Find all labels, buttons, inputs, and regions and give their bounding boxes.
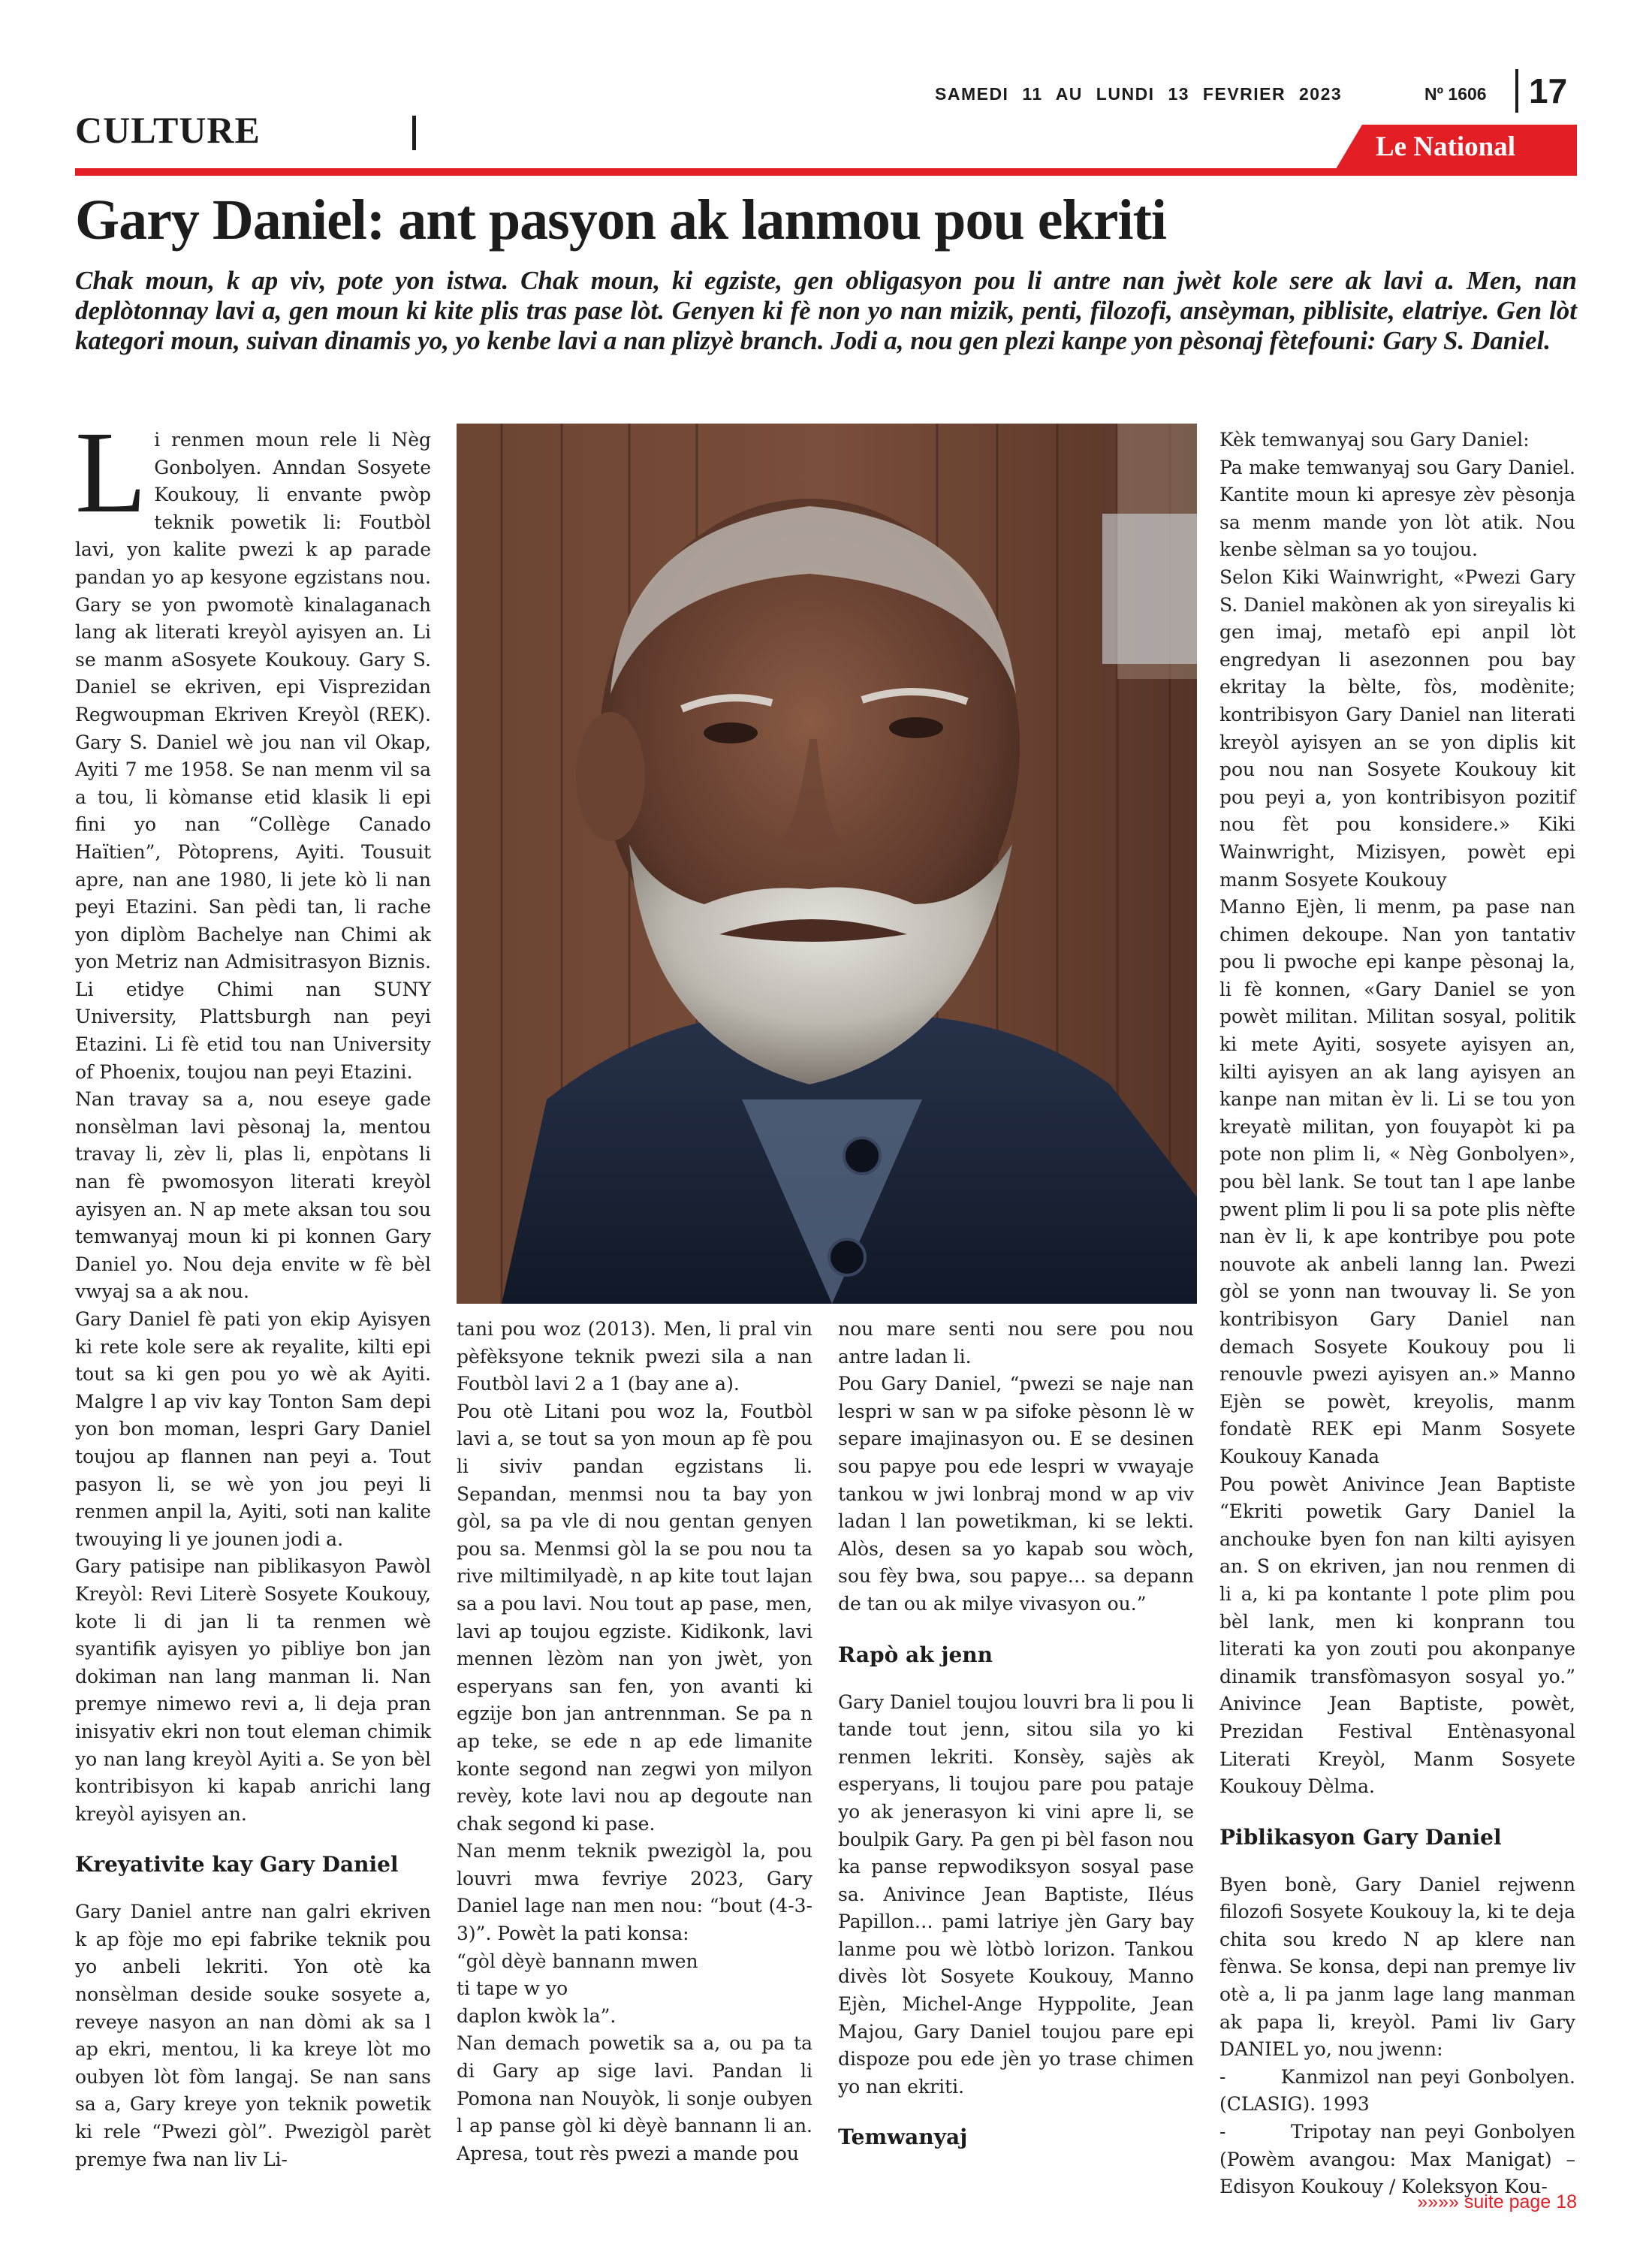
list-bullet: - [1219,2065,1226,2088]
article-column-3 [838,1316,1194,2171]
portrait-photo [457,424,1197,1304]
drop-cap: L [75,407,147,537]
poem-line: “gòl dèyè bannann mwen [457,1950,698,1972]
poem-line: daplon kwòk la”. [457,2004,616,2027]
subhead: Piblikasyon Gary Daniel [1219,1824,1502,1850]
list-item-text: Tripotay nan peyi Gonbolyen (Powèm avangou: Max Manigat) – Edisyon Koukouy / Koleksyon Kou- [1219,2121,1575,2198]
paragraph: Gary Daniel antre nan galri ekriven k ap fòje mo epi fabrike teknik pou yo anbeli lekriti. Yon otè ka nonsèlman deside souke sosyete a, reveye nasyon an nan dòmi ak sa l ap ekri, mentou, li ka kreye lòt mo oubyen lòt fòm langaj. Se nan sans sa a, Gary kreye yon teknik powetik ki rele “Pwezi gòl”. Pwezigòl parèt premye fwa nan liv Li- [75,1901,431,2170]
header-rule [75,168,1577,176]
portrait-illustration [457,424,1197,1304]
paragraph: Gary Daniel fè pati yon ekip Ayisyen ki rete kole sere ak reyalite, kilti epi tout sa ki gen pou yo wè ak Ayiti. Malgre l ap viv kay Tonton Sam depi yon bon moman, lespri Gary Daniel toujou ap flannen nan peyi a. Tout pasyon li, se wè yon jou peyi li renmen anpil la, Ayiti, soti nan kalite twouying li ye jounen jodi a. [75,1308,431,1550]
list-item [1219,2064,1575,2119]
paragraph: Pa make temwanyaj sou Gary Daniel. Kantite moun ki apresye zèv pèsonja sa menm mande yon lòt atik. Nou kenbe sèlman sa yo toujou. [1219,456,1575,561]
paragraph: Pou Gary Daniel, “pwezi se naje nan lespri w san w pa sifoke pèsonn lè w separe imajinasyon ou. E se desinen sou papye pou ede lespri w vwayaje tankou w jwi lonbraj mond w ap viv ladan l lan powetikman, ki se lekti. Alòs, desen sa yo kapab sou wòch, sou fèy bwa, sou papye… sa depann de tan ou ak milye vivasyon ou.” [838,1373,1194,1615]
paragraph: Kèk temwanyaj sou Gary Daniel: [1219,429,1530,451]
list-item [1219,2119,1575,2201]
issue-date: SAMEDI 11 AU LUNDI 13 FEVRIER 2023 [935,84,1343,104]
paragraph: Gary Daniel toujou louvri bra li pou li tande tout jenn, sitou sila yo ki renmen lekriti. Konsèy, sajès ak esperyans, li toujou pare pou pataje yo ak jenerasyon ki vini apre li, se boulpik Gary. Pa gen pi bèl fason nou ka panse repwodiksyon sosyal pase sa. Anivince Jean Baptiste, Iléus Papillon… pami latriye jèn Gary bay lanme pou wè lòtbò lorizon. Tankou divès lòt Sosyete Koukouy, Manno Ejèn, Michel-Ange Hyppolite, Jean Majou, Gary Daniel toujou pare epi dispoze pou ede jèn yo trase chimen yo nan ekriti. [838,1691,1194,2098]
paragraph: Nan menm teknik pwezigòl la, pou louvri mwa fevriye 2023, Gary Daniel lage nan men nou: “bout (4-3-3)”. Powèt la pati konsa: [457,1840,812,1945]
paragraph: tani pou woz (2013). Men, li pral vin pèfèksyone teknik pwezi sila a nan Foutbòl lavi 2 a 1 (bay ane a). [457,1318,812,1395]
subhead: Temwanyaj [838,2125,968,2150]
continued-link[interactable]: »»»» suite page 18 [1417,2191,1577,2212]
page-number-divider [1515,69,1518,113]
paragraph-text: i renmen moun rele li Nèg Gonbolyen. Anndan Sosyete Koukouy, li envante pwòp teknik powetik li: Foutbòl lavi, yon kalite pwezi k ap parade pandan yo ap kesyone egzistans nou. Gary se yon pwomotè kinalaganach lang ak literati kreyòl ayisyen an. Li se manm aSosyete Koukouy. Gary S. Daniel se ekriven, epi Visprezidan Regwoupman Ekriven Kreyòl (REK). Gary S. Daniel wè jou nan vil Okap, Ayiti 7 me 1958. Se nan menm vil sa a tou, li kòmanse etid klasik li epi fini yo nan “Collège Canado Haïtien”, Pòtoprens, Ayiti. Tousuit apre, nan ane 1980, li jete kò li nan peyi Etazini. San pèdi tan, li rache yon diplòm Bachelye nan Chimi ak yon Metriz nan Admisitrasyon Biznis. Li etidye Chimi nan SUNY University, Plattsburgh nan peyi Etazini. Li fè etid tou nan University of Phoenix, toujou nan peyi Etazini. [75,429,431,1083]
paragraph: Pou powèt Anivince Jean Baptiste “Ekriti powetik Gary Daniel la anchouke byen fon nan kilti ayisyen an. S on ekriven, jan nou renmen di li a, ki pa kontante l pote plim pou bèl lank, men ki konprann tou literati ka yon zouti pou akonpanye dinamik transfòmasyon sosyal yo.” Anivince Jean Baptiste, powèt, Prezidan Festival Entènasyonal Literati Kreyòl, Manm Sosyete Koukouy Dèlma. [1219,1473,1575,1798]
paragraph: nou mare senti nou sere pou nou antre ladan li. [838,1318,1194,1368]
subhead: Rapò ak jenn [838,1642,993,1667]
paragraph: Manno Ejèn, li menm, pa pase nan chimen dekoupe. Nan yon tantativ pou li pwoche epi kanpe pèsonaj la, li fè konnen, «Gary Daniel se yon powèt militan. Militan sosyal, politik ki mete Ayiti, sosyete ayisyen an, kilti ayisyen an ak lang ayisyen an kanpe nan mitan èv li. Li se tou yon kreyatè militan, yon fouyapòt ki pa pote non plim li, « Nèg Gonbolyen», pou bèl lank. Se tout tan l ape lanbe pwent plim li pou li sa pote plis nèfte nan èv li, k ape kontribye pou pote nouvote ak anbeli lanng lan. Pwezi gòl se yonn nan twouvay li. Se yon kontribisyon Gary Daniel nan demach Sosyete Koukouy pou li renouvle pwezi ayisyen an.» Manno Ejèn se powèt, kreyolis, manm fondatè REK epi Manm Sosyete Koukouy Kanada [1219,896,1575,1467]
article-column-1 [75,407,431,2173]
article-column-2 [457,1316,812,2167]
list-item-text: Kanmizol nan peyi Gonbolyen. (CLASIG). 1993 [1219,2065,1575,2116]
brand-name: Le National [1376,131,1516,162]
section-divider [412,116,416,150]
poem-line: ti tape w yo [457,1977,568,2000]
list-bullet: - [1219,2121,1226,2143]
section-label: CULTURE [75,109,261,151]
article-deck: Chak moun, k ap viv, pote yon istwa. Chak moun, ki egziste, gen obligasyon pou li antre nan jwèt kole sere ak lavi a. Men, nan deplòtonnay lavi a, gen moun ki kite plis tras pase lòt. Genyen ki fè non yo nan mizik, penti, filozofi, ansèyman, piblisite, elatriye. Gen lòt kategori moun, suivan dinamis yo, yo kenbe lavi a nan plizyè branch. Jodi a, nou gen plezi kanpe yon pèsonaj fètefouni: Gary S. Daniel. [75,266,1577,355]
paragraph [75,407,431,1086]
paragraph: Selon Kiki Wainwright, «Pwezi Gary S. Daniel makònen ak yon sireyalis ki gen imaj, metafò epi anpil lòt engredyan li asezonnen pou bay ekritay la bèlte, fòs, modènite; kontribisyon Gary Daniel nan literati kreyòl ayisyen an se yon diplis kit pou nou nan Sosyete Koukouy kit pou peyi a, yon kontribisyon pozitif nou fèt pou konsidere.» Kiki Wainwright, Mizisyen, powèt epi manm Sosyete Koukouy [1219,566,1575,891]
paragraph: Gary patisipe nan piblikasyon Pawòl Kreyòl: Revi Literè Sosyete Koukouy, kote li di jan li ta renmen wè syantifik ayisyen yo pibliye bon jan dokiman nan lang manman li. Nan premye nimewo revi a, li deja pran inisyativ ekri non tout eleman chimik yo nan lang kreyòl Ayiti a. Se yon bèl kontribisyon ki kapab anrichi lang kreyòl ayisyen an. [75,1555,431,1825]
subhead: Kreyativite kay Gary Daniel [75,1852,399,1878]
article-column-4 [1219,427,1575,2201]
paragraph: Nan demach powetik sa a, ou pa ta di Gary ap sige lavi. Pandan li Pomona nan Nouyòk, li sonje oubyen l ap panse gòl ki dèyè bannann li an. Apresa, tout rès pwezi a mande pou [457,2032,812,2164]
page-number: 17 [1529,71,1568,110]
issue-number: Nº 1606 [1424,84,1487,104]
paragraph: Pou otè Litani pou woz la, Foutbòl lavi a, se tout sa yon moun ap fè pou li siviv pandan egzistans li. Sepandan, menmsi nou ta bay yon gòl, sa pa vle di nou gentan genyen pou sa. Menmsi gòl la se pou nou ta rive miltimilyadè, n ap kite tout lajan sa a pou lavi. Nou tout ap pase, men, lavi ap toujou egziste. Kidikonk, lavi mennen lèzòm nan yon jwèt, yon esperyans san fen, yon avanti ki egzije bon jan antrennman. Se pa n ap teke, se ede n ap ede limanite konte segond nan zegwi yon milyon revèy, kote lavi nou ap degoute nan chak segond ki pase. [457,1400,812,1835]
paragraph: Nan travay sa a, nou eseye gade nonsèlman lavi pèsonaj la, mentou travay li, zèv li, plas li, enpòtans li nan fè pwomosyon literati kreyòl ayisyen an. N ap mete aksan tou sou temwanyaj moun ki pi konnen Gary Daniel yo. Nou deja envite w fè bèl vwyaj sa a ak nou. [75,1088,431,1303]
paragraph: Byen bonè, Gary Daniel rejwenn filozofi Sosyete Koukouy la, ki te deja chita sou kredo N ap klere nan fènwa. Se konsa, depi nan premye liv otè a, li pa janm lage lang manman ak papa li, kreyòl. Pami liv Gary DANIEL yo, nou jwenn: [1219,1873,1575,2061]
article-title: Gary Daniel: ant pasyon ak lanmou pou ekriti [75,189,1166,252]
